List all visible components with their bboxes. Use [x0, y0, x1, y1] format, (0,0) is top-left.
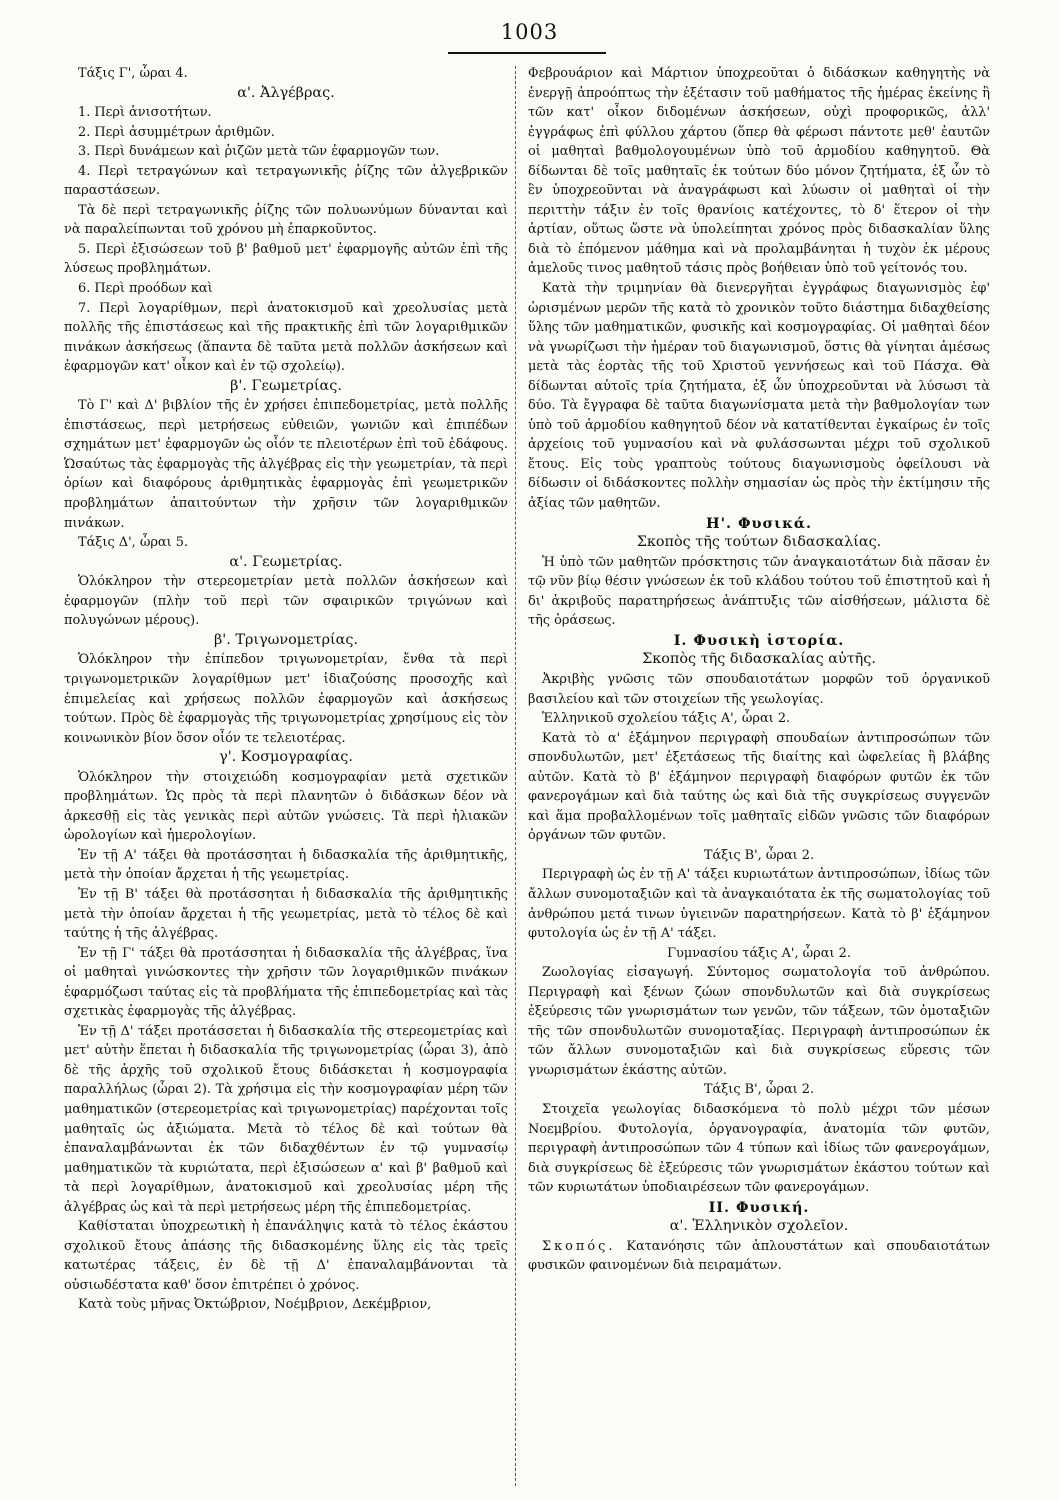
paragraph: Περιγραφὴ ὡς ἐν τῇ Α' τάξει κυριωτάτων ἀντιπροσώπων, ἰδίως τῶν ἄλλων συνομοταξιῶν καὶ τὰ ἀναγκαιότατα ἐκ τῆς σωματολογίας τοῦ ἀνθρώπου μετά τινων ὑγιεινῶν παρατηρήσεων. Κατὰ τὸ β' ἑξάμηνον φυτολογία ὡς ἐν τῇ Α' τάξει. — [528, 867, 990, 942]
header-rule — [448, 52, 606, 54]
list-item: 1. Περὶ ἀνισοτήτων. — [78, 105, 212, 121]
paragraph: Τὸ Γ' καὶ Δ' βιβλίον τῆς ἐν χρήσει ἐπιπεδομετρίας, μετὰ πολλῆς ἐπιστάσεως, περὶ μετρήσεως εὐθειῶν, γωνιῶν καὶ ἐπιπέδων σχημάτων μετ' ἐφαρμογῶν ὡς οἷόν τε πλειοτέρων ἐπὶ τοῦ ἐδάφους. Ὡσαύτως τὰς ἐφαρμογὰς τῆς ἀλγέβρας εἰς τὴν γεωμετρίαν, τὰ περὶ ὁρίων καὶ διαφόρους ἀριθμητικὰς ἐφαρμογὰς ἐπὶ γεωμετρικῶν προβλημάτων ἀπαιτούντων τὴν χρῆσιν τῶν λογαριθμικῶν πινάκων. — [64, 398, 508, 531]
paragraph: Ἐν τῇ Α' τάξει θὰ προτάσσηται ἡ διδασκαλία τῆς ἀριθμητικῆς, μετὰ τὴν ὁποίαν ἄρχεται ἡ τῆς γεωμετρίας. — [64, 847, 508, 883]
list-item: 6. Περὶ προόδων καὶ — [78, 281, 213, 297]
section-heading-natural-history: Ι. Φυσικὴ ἱστορία. — [673, 631, 845, 649]
paragraph: Ὁλόκληρον τὴν ἐπίπεδον τριγωνομετρίαν, ἔνθα τὰ περὶ τριγωνομετρικῶν λογαρίθμων μετ' ἰδιαζούσης προσοχῆς καὶ ἐπιμελείας καὶ χρήσεως πολλῶν ἐφαρμογῶν καὶ ἀσκήσεως τούτων. Πρὸς δὲ ἐφαρμογὰς τῆς τριγωνομετρίας χρησίμους εἰς τὸν κοινωνικὸν βίον ὅσον οἷόν τε τελειοτέρας. — [64, 652, 508, 746]
paragraph: Ἐν τῇ Δ' τάξει προτάσσεται ἡ διδασκαλία τῆς στερεομετρίας καὶ μετ' αὐτὴν ἕπεται ἡ διδασκαλία τῆς τριγωνομετρίας (ὧραι 3), ἀπὸ δὲ τῆς ἀρχῆς τοῦ σχολικοῦ ἔτους διδάσκεται ἡ κοσμογραφία παραλλήλως (ὧραι 2). Τὰ χρήσιμα εἰς τὴν κοσμογραφίαν μέρη τῶν μαθηματικῶν (στερεομετρίας καὶ τριγωνομετρίας) παρέχονται τοῖς μαθηταῖς ὡς ἀξιώματα. Μετὰ τὸ τέλος δὲ καὶ τούτων θὰ ἐπαναλαμβάνωνται ἐκ τῶν διδαχθέντων ἐν τῷ γυμνασίῳ μαθηματικῶν τὰ κυριώτατα, περὶ ἐξισώσεων α' καὶ β' βαθμοῦ καὶ τὰ περὶ λογαρίθμων, ἀνατοκισμοῦ καὶ χρεολυσίας μέρη τῆς ἀλγέβρας ὡς καὶ τὰ περὶ μετρήσεως μέρη τῆς ἐπιπεδομετρίας. — [64, 1023, 508, 1215]
class-heading: Ἑλληνικοῦ σχολείου τάξις Α', ὧραι 2. — [542, 711, 791, 727]
class-heading: Τάξις Γ', ὧραι 4. — [78, 66, 188, 81]
paragraph: Τὰ δὲ περὶ τετραγωνικῆς ῥίζης τῶν πολυωνύμων δύνανται καὶ νὰ παραλείπωνται τοῦ χρόνου μὴ ἐπαρκοῦντος. — [64, 202, 508, 238]
paragraph: Ζωολογίας εἰσαγωγή. Σύντομος σωματολογία τοῦ ἀνθρώπου. Περιγραφὴ καὶ ξένων ζώων σπονδυλωτῶν καὶ διὰ συγκρίσεως ἐξεύρεσις τῶν γνωρισμάτων των γενῶν, τῶν τάξεων, τῶν ὁμοταξιῶν τῆς τῶν σπονδυλωτῶν συνομοταξίας. Περιγραφὴ ἀντιπροσώπων ἐκ τῶν ἄλλων συνομοταξιῶν καὶ διὰ συγκρίσεως εὕρεσις τῶν γνωρισμάτων ἑκάστης αὐτῶν. — [528, 965, 990, 1078]
paragraph: Ἀκριβὴς γνῶσις τῶν σπουδαιοτάτων μορφῶν τοῦ ὀργανικοῦ βασιλείου καὶ τῶν στοιχείων τῆς γεωλογίας. — [528, 671, 990, 707]
paragraph: Στοιχεῖα γεωλογίας διδασκόμενα τὸ πολὺ μέχρι τῶν μέσων Νοεμβρίου. Φυτολογία, ὀργανογραφία, ἀνατομία τῶν φυτῶν, περιγραφὴ ἀντιπροσώπων τῶν 4 τύπων καὶ ἰδίως τῶν φανερογάμων, διὰ συγκρίσεως δὲ ἐξεύρεσις τῶν γνωρισμάτων ἑκάστου τούτων καὶ τῶν κυριωτάτων ὑποδιαιρέσεων τῶν φανερογάμων. — [528, 1101, 990, 1196]
subsection-heading: Σκοπὸς τῆς διδασκαλίας αὐτῆς. — [642, 651, 876, 668]
subsection-heading: α'. Ἑλληνικὸν σχολεῖον. — [669, 1218, 849, 1235]
section-heading-algebra: α'. Ἀλγέβρας. — [237, 84, 335, 101]
section-heading-geometry: β'. Γεωμετρίας. — [230, 377, 342, 394]
purpose-text: Κατανόησις τῶν ἁπλουστάτων καὶ σπουδαιοτάτων φυσικῶν φαινομένων διὰ πειραμάτων. — [528, 1238, 990, 1274]
page-number: 1003 — [500, 20, 559, 44]
subsection-heading: Σκοπὸς τῆς τούτων διδασκαλίας. — [636, 534, 882, 551]
class-heading: Τάξις Β', ὧραι 2. — [703, 847, 815, 863]
paragraph: Καθίσταται ὑποχρεωτικὴ ἡ ἐπανάληψις κατὰ τὸ τέλος ἑκάστου σχολικοῦ ἔτους ἁπάσης τῆς διδασκομένης ὕλης εἰς τὰς τρεῖς κατωτέρας τάξεις, ἐν δὲ τῇ Δ' ἐπαναλαμβάνονται τὰ οὐσιωδέστατα καθ' ὅσον ἐπιτρέπει ὁ χρόνος. — [64, 1219, 508, 1293]
paragraph: Κατὰ τὴν τριμηνίαν θὰ διενεργῆται ἐγγράφως διαγωνισμὸς ἐφ' ὡρισμένων μερῶν τῆς κατὰ τὸ χρονικὸν τοῦτο διάστημα διδαχθείσης ὕλης τῶν μαθηματικῶν, φυσικῆς καὶ κοσμογραφίας. Οἱ μαθηταὶ δέον νὰ γνωρίζωσι τὴν ἡμέραν τοῦ διαγωνισμοῦ, ὅστις θὰ γίνηται ἀμέσως μετὰ τὰς ἑορτὰς τῆς τοῦ Χριστοῦ γεννήσεως καὶ τοῦ Πάσχα. Θὰ δίδωνται αὐτοῖς τρία ζητήματα, ἐξ ὧν ὑποχρεοῦνται νὰ λύσωσι τὰ δύο. Τὰ ἔγγραφα δὲ ταῦτα διαγωνίσματα μετὰ τὴν βαθμολογίαν των ὑπὸ τοῦ ἁρμοδίου καθηγητοῦ δέον νὰ κατατίθενται ἐγκαίρως ἐν τοῖς ἀρχείοις τοῦ γυμνασίου καὶ νὰ φυλάσσωνται μέχρι τοῦ σχολικοῦ ἔτους. Εἰς τοὺς γραπτοὺς τούτους διαγωνισμοὺς ὀφείλουσι νὰ δίδωσιν οἱ διδάσκοντες πολλὴν σημασίαν ὡς πρὸς τὴν ἐκτίμησιν τῆς ἀξίας τῶν μαθητῶν. — [528, 281, 990, 512]
list-item: 3. Περὶ δυνάμεων καὶ ῥιζῶν μετὰ τῶν ἐφαρμογῶν των. — [78, 144, 440, 160]
paragraph: Ἐν τῇ Β' τάξει θὰ προτάσσηται ἡ διδασκαλία τῆς ἀριθμητικῆς μετὰ τὴν ὁποίαν ἄρχεται ἡ τῆς γεωμετρίας, μετὰ τὸ τέλος δὲ καὶ ταύτης ἡ τῆς ἀλγέβρας. — [64, 886, 508, 942]
list-item: 5. Περὶ ἐξισώσεων τοῦ β' βαθμοῦ μετ' ἐφαρμογῆς αὐτῶν ἐπὶ τῆς λύσεως προβλημάτων. — [64, 241, 508, 277]
section-heading-cosmography: γ'. Κοσμογραφίας. — [219, 749, 353, 766]
paragraph: Ἡ ὑπὸ τῶν μαθητῶν πρόσκτησις τῶν ἀναγκαιοτάτων διὰ πᾶσαν ἐν τῷ νῦν βίῳ θέσιν γνώσεων ἐκ τοῦ κλάδου τούτου τοῦ ἐπιστητοῦ καὶ ἡ δι' ἀκριβοῦς παρατηρήσεως ἀνάπτυξις τῶν αἰσθήσεων, μάλιστα δὲ τῆς ὁράσεως. — [528, 554, 990, 629]
paragraph: Φεβρουάριον καὶ Μάρτιον ὑποχρεοῦται ὁ διδάσκων καθηγητὴς νὰ ἐνεργῇ ἀπροόπτως τὴν ἐξέτασιν τοῦ μαθήματος τῆς ἡμέρας ἐκείνης ἢ τῶν κατ' οἶκον διδομένων ἀσκήσεων, οὐχὶ προφορικῶς, ἀλλ' ἐγγράφως ἐπὶ φύλλου χάρτου (ὅπερ θὰ φέρωσι πάντοτε μεθ' ἑαυτῶν οἱ μαθηταὶ βαθμολογουμένων ὑπὸ τοῦ ἁρμοδίου καθηγητοῦ. Θὰ δίδωνται δὲ τοῖς μαθηταῖς ἐκ τούτων δύο μόνον ζητήματα, ἐξ ὧν τὸ ἓν ὑποχρεοῦνται νὰ ἀναγράφωσι καὶ λύωσιν οἱ μαθηταὶ οἱ τὴν περιττὴν τάξιν ἐν τοῖς θρανίοις κατέχοντες, τὸ δ' ἕτερον οἱ τὴν ἀρτίαν, οὕτως ὥστε νὰ ὑπολείπηται χρόνος πρὸς διδασκαλίαν ὕλης διὰ τὸ ἑπόμενον μάθημα καὶ νὰ προλαμβάνηται ἡ τυχὸν ἐκ μέρους ἀμελοῦς τινος μαθητοῦ τάσις πρὸς βοήθειαν ὑπὸ τοῦ γείτονός του. — [528, 66, 990, 277]
paragraph: Ὁλόκληρον τὴν στερεομετρίαν μετὰ πολλῶν ἀσκήσεων καὶ ἐφαρμογῶν (πλὴν τοῦ περὶ τῶν σφαιρικῶν τριγώνων καὶ πολυγώνων μέρους). — [64, 574, 508, 629]
section-heading-physics: ΙΙ. Φυσική. — [708, 1198, 810, 1216]
section-heading-geometry: α'. Γεωμετρίας. — [229, 553, 343, 570]
list-item: 7. Περὶ λογαρίθμων, περὶ ἀνατοκισμοῦ καὶ χρεολυσίας μετὰ πολλῆς τῆς ἐπιστάσεως καὶ τῆς πρακτικῆς ἐπὶ τῶν λογαριθμικῶν πινάκων ἀσκήσεως (ἅπαντα δὲ ταῦτα μετὰ πολλῶν ἀσκήσεων καὶ ἐφαρμογῶν κατ' οἶκον καὶ ἐν τῷ σχολείῳ). — [64, 300, 508, 375]
purpose-label: Σκοπός. — [542, 1238, 616, 1254]
paragraph: Κατὰ τὸ α' ἑξάμηνον περιγραφὴ σπουδαίων ἀντιπροσώπων τῶν σπονδυλωτῶν, μετ' ἐξετάσεως τῆς διαίτης καὶ ὠφελείας ἢ βλάβης αὐτῶν. Κατὰ τὸ β' ἑξάμηνον περιγραφὴ διαφόρων φυτῶν ἐκ τῶν φανερογάμων καὶ διὰ ταύτης ὡς καὶ διὰ τῆς συγκρίσεως συγγενῶν καὶ ἅμα προβαλλομένων τοῖς μαθηταῖς εἰδῶν γνῶσις τῶν διαφόρων ὀργάνων τῶν φυτῶν. — [528, 730, 990, 844]
right-column — [528, 64, 990, 1276]
section-heading-trigonometry: β'. Τριγωνομετρίας. — [213, 631, 359, 648]
class-heading: Τάξις Β', ὧραι 2. — [703, 1082, 815, 1098]
left-column — [64, 64, 508, 1315]
paragraph — [528, 1237, 990, 1276]
list-item: 4. Περὶ τετραγώνων καὶ τετραγωνικῆς ῥίζης τῶν ἀλγεβρικῶν παραστάσεων. — [64, 163, 508, 199]
section-heading-physics-chapter: Η'. Φυσικά. — [706, 514, 812, 532]
paragraph: Κατὰ τοὺς μῆνας Ὀκτώβριον, Νοέμβριον, Δεκέμβριον, — [78, 1297, 432, 1313]
list-item: 2. Περὶ ἀσυμμέτρων ἀριθμῶν. — [78, 124, 275, 140]
class-heading: Γυμνασίου τάξις Α', ὧραι 2. — [667, 945, 851, 961]
paragraph: Ἐν τῇ Γ' τάξει θὰ προτάσσηται ἡ διδασκαλία τῆς ἀλγέβρας, ἵνα οἱ μαθηταὶ γινώσκοντες τὴν χρῆσιν τῶν λογαριθμικῶν πινάκων ἐφαρμόζωσι ταύτας εἰς τὰ προβλήματα τῆς ἐπιπεδομετρίας καὶ τὰς σχετικὰς ἐφαρμογὰς τῆς ἀλγέβρας. — [64, 945, 508, 1020]
paragraph: Ὁλόκληρον τὴν στοιχειώδη κοσμογραφίαν μετὰ σχετικῶν προβλημάτων. Ὡς πρὸς τὰ περὶ πλανητῶν ὁ διδάσκων δέον νὰ ἀρκεσθῇ εἰς τὰς γενικὰς περὶ αὐτῶν γνώσεις. Τὰ περὶ ἡλιακῶν ὡρολογίων καὶ ἡμερολογίων. — [64, 769, 508, 844]
class-heading: Τάξις Δ', ὧραι 5. — [78, 535, 189, 551]
column-divider — [515, 66, 516, 1486]
